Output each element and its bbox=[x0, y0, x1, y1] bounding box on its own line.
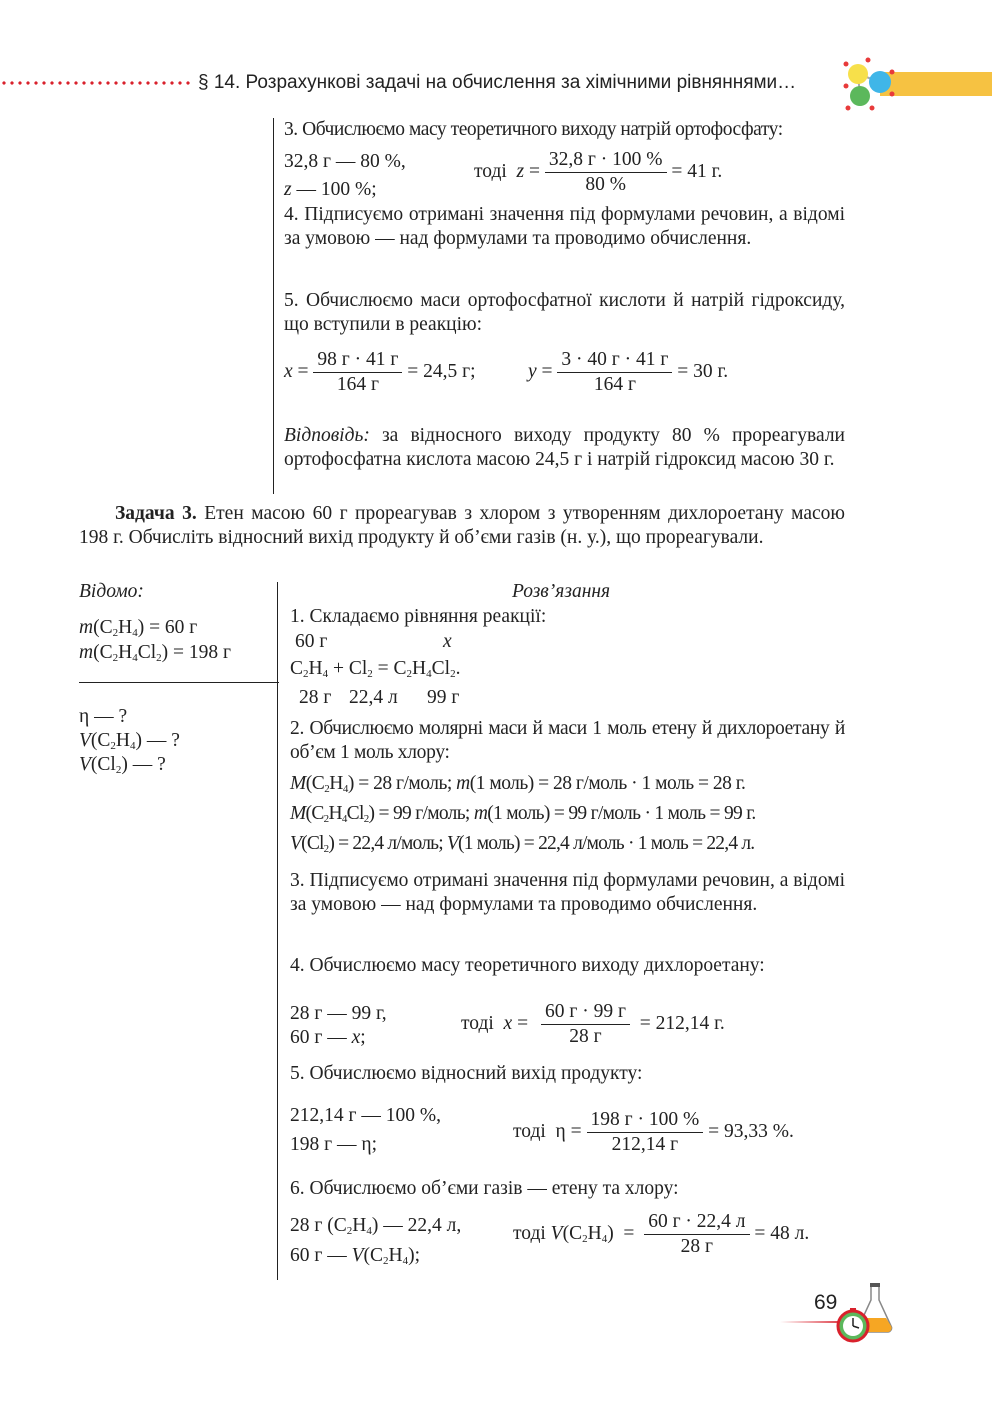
molecule-icon bbox=[838, 52, 898, 112]
sol6-proportion-2: 60 г — $V(C_2H_4)$; bbox=[290, 1245, 421, 1267]
sol-molar-c2h4: $M(C_2H_4) = 28$ г/моль; m(1 моль) = 28 г/моль · 1 моль = 28 г. bbox=[290, 773, 746, 795]
solution-heading: Розв’язання bbox=[512, 581, 611, 602]
p1-step4: 4. Підписуємо отримані значення під формулами речовин, а відомі за умовою — над формулами та проводимо обчислення. bbox=[284, 204, 845, 249]
eq-above-left: 60 г bbox=[295, 631, 328, 652]
eq-above-right: x bbox=[443, 631, 452, 652]
given-heading: Відомо: bbox=[79, 581, 144, 602]
p1-answer: Відповідь: за відносного виходу продукту 80 % прореагували ортофосфатна кислота масою 24,5 г і натрій гідроксид масою 30 г. bbox=[284, 425, 845, 470]
p1-step5: 5. Обчислюємо маси ортофосфатної кислоти й натрій гідроксиду, що вступили в реакцію: bbox=[284, 290, 845, 335]
sol-volume-cl2: $V(Cl_2) = 22,4$ л/моль; V(1 моль) = 22,4 л/моль · 1 моль = 22,4 л. bbox=[290, 833, 755, 855]
sol4-proportion: 28 г — 99 г, 60 г — x; bbox=[290, 1003, 387, 1048]
find-v-c2h4: $V(C_2H_4)$ — ? bbox=[79, 730, 180, 752]
given-m-c2h4cl2: $m(C_2H_4Cl_2) = 198$ г bbox=[79, 642, 231, 664]
p1-y-formula: y = $\frac{3 \cdot 40 г \cdot 41 г}{164 г}$ = 30 г. bbox=[528, 349, 729, 395]
p1-x-formula: x = $\frac{98 г \cdot 41 г}{164 г}$ = 24,5 г; bbox=[284, 349, 476, 395]
given-m-c2h4: $m(C_2H_4) = 60$ г bbox=[79, 617, 198, 639]
p1-z-formula: тоді z = $\frac{32,8 г \cdot 100 \%}{80 \%}$ = 41 г. bbox=[474, 149, 723, 195]
header-dotted-line bbox=[0, 80, 190, 86]
z-fraction: $\frac{32,8 г \cdot 100 \%}{80 \%}$ bbox=[545, 148, 667, 197]
solution-divider bbox=[277, 582, 278, 1280]
given-divider bbox=[79, 682, 279, 683]
sol5-proportion: 212,14 г — 100 %, 198 г — η; bbox=[290, 1105, 441, 1155]
sol6-v-formula: тоді $V(C_2H_4)$ = $\frac{60 г \cdot 22,4 л}{28 г}$ = 48 л. bbox=[513, 1211, 810, 1257]
sol5-eta-formula: тоді η = $\frac{198 г \cdot 100 \%}{212,14 г}$ = 93,33 %. bbox=[513, 1109, 794, 1155]
sol-step3: 3. Підписуємо отримані значення під формулами речовин, а відомі за умовою — над формулами та проводимо обчислення. bbox=[290, 870, 845, 915]
eq-below-1: 28 г bbox=[299, 687, 332, 708]
p1-step3: 3. Обчислюємо масу теоретичного виходу натрій ортофосфату: bbox=[284, 119, 783, 140]
sol-step1: 1. Складаємо рівняння реакції: bbox=[290, 606, 547, 627]
sol-step5: 5. Обчислюємо відносний вихід продукту: bbox=[290, 1063, 643, 1084]
page-number: 69 bbox=[814, 1291, 838, 1314]
sol-step2: 2. Обчислюємо молярні маси й маси 1 моль етену й дихлороетану й об’єм 1 моль хлору: bbox=[290, 718, 845, 763]
sol-step6: 6. Обчислюємо об’єми газів — етену та хлору: bbox=[290, 1178, 679, 1199]
header-title: § 14. Розрахункові задачі на обчислення за хімічними рівняннями… bbox=[198, 72, 797, 93]
sol-step4: 4. Обчислюємо масу теоретичного виходу дихлороетану: bbox=[290, 955, 765, 976]
stopwatch-flask-icon bbox=[835, 1280, 895, 1344]
eq-below-3: 99 г bbox=[427, 687, 460, 708]
sol-molar-c2h4cl2: $M(C_2H_4Cl_2) = 99$ г/моль; m(1 моль) = 99 г/моль · 1 моль = 99 г. bbox=[290, 803, 756, 825]
task3-statement: Задача 3. Етен масою 60 г прореагував з хлором з утворенням дихлороетану масою 198 г. Обчисліть відносний вихід продукту й об’єми газів (н. у.), що прореагували. bbox=[79, 503, 846, 548]
reaction-equation: $C_2H_4 + Cl_2 = C_2H_4Cl_2$. bbox=[290, 658, 461, 680]
sol6-proportion-1: 28 г $(C_2H_4)$ — 22,4 л, bbox=[290, 1215, 462, 1237]
solution-divider-top bbox=[273, 118, 274, 494]
find-v-cl2: $V(Cl_2)$ — ? bbox=[79, 754, 166, 776]
eq-below-2: 22,4 л bbox=[349, 687, 398, 708]
find-eta: η — ? bbox=[79, 706, 128, 727]
p1-proportion: 32,8 г — 80 %, z — 100 %; bbox=[284, 151, 406, 200]
sol4-x-formula: тоді x = $\frac{60 г \cdot 99 г}{28 г}$ = 212,14 г. bbox=[461, 1001, 725, 1047]
